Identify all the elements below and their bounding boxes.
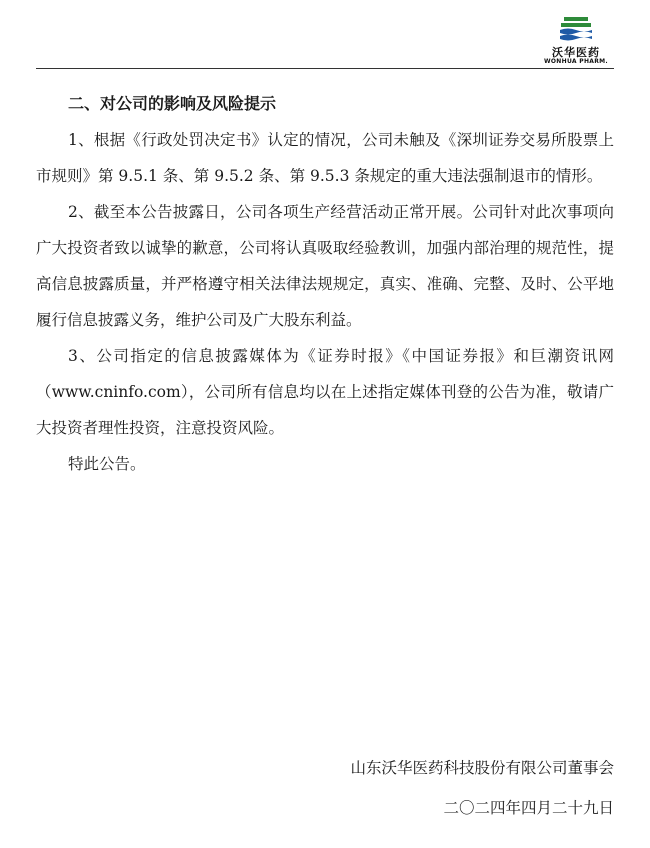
logo-chinese-name: 沃华医药 xyxy=(552,46,600,59)
paragraph-3: 3、公司指定的信息披露媒体为《证券时报》《中国证券报》和巨潮资讯网（www.cninfo.com），公司所有信息均以在上述指定媒体刊登的公告为准，敬请广大投资者理性投资，注意投资风险。 xyxy=(36,347,614,437)
logo-english-name: WONHUA PHARM. xyxy=(543,58,608,65)
header-divider xyxy=(36,68,614,69)
paragraph-2: 2、截至本公告披露日，公司各项生产经营活动正常开展。公司针对此次事项向广大投资者致以诚挚的歉意，公司将认真吸取经验教训，加强内部治理的规范性，提高信息披露质量，并严格遵守相关法律法规规定，真实、准确、完整、及时、公平地履行信息披露义务，维护公司及广大股东利益。 xyxy=(36,203,614,329)
signature-date: 二〇二四年四月二十九日 xyxy=(443,799,614,817)
section-heading: 二、对公司的影响及风险提示 xyxy=(68,94,277,113)
document-body xyxy=(36,86,614,482)
signature-block xyxy=(350,748,614,828)
signature-company: 山东沃华医药科技股份有限公司董事会 xyxy=(350,759,614,777)
closing-statement: 特此公告。 xyxy=(68,455,146,473)
company-logo xyxy=(538,16,614,68)
company-logo-icon xyxy=(558,16,594,44)
paragraph-1: 1、根据《行政处罚决定书》认定的情况，公司未触及《深圳证券交易所股票上市规则》第 9.5.1 条、第 9.5.2 条、第 9.5.3 条规定的重大违法强制退市的情形。 xyxy=(36,131,614,185)
